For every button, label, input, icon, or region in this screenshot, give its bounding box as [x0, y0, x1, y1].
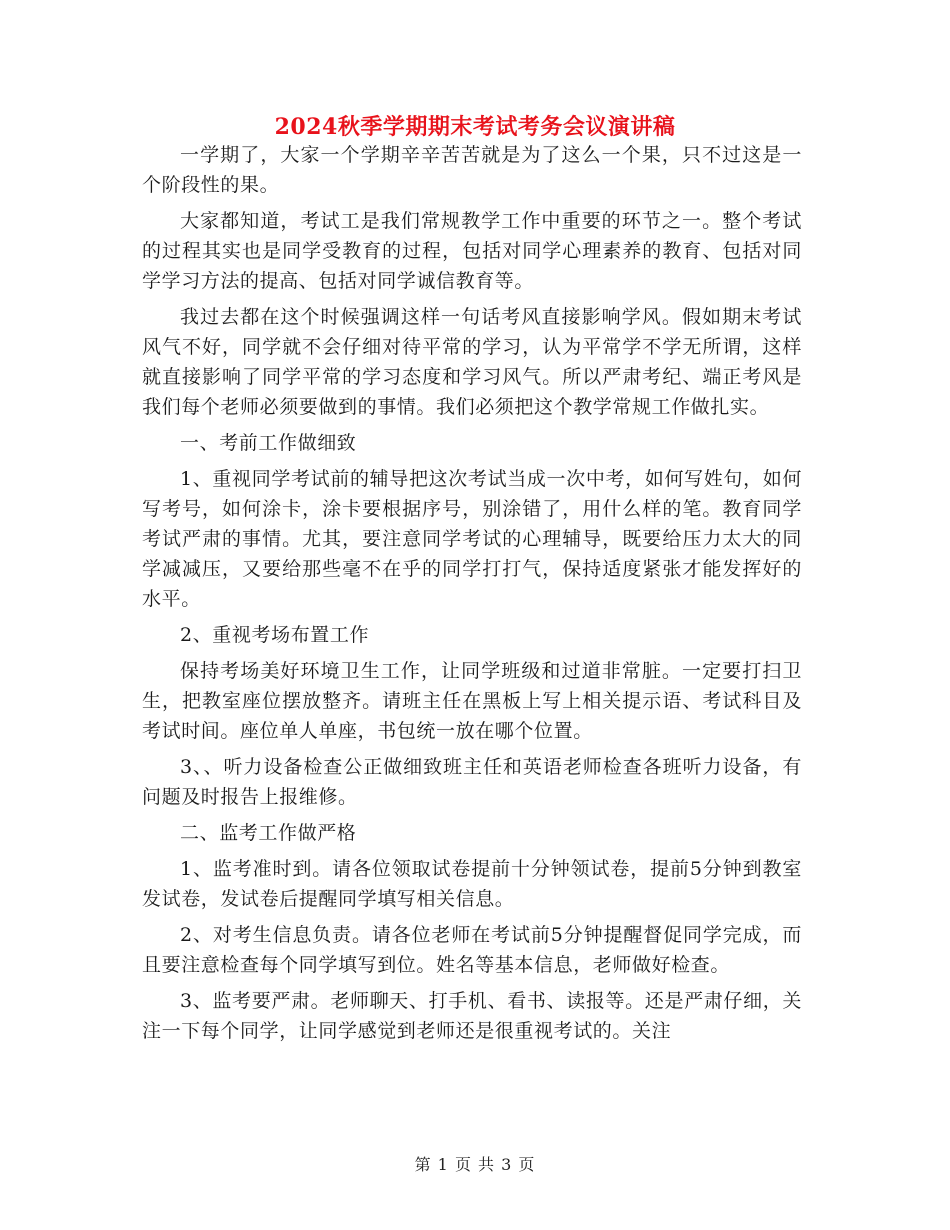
paragraph-candidate-info: 2、对考生信息负责。请各位老师在考试前5分钟提醒督促同学完成，而且要注意检查每个同学填写到位。姓名等基本信息，老师做好检查。: [142, 924, 802, 976]
paragraph-exam-room: 保持考场美好环境卫生工作，让同学班级和过道非常脏。一定要打扫卫生，把教室座位摆放整齐。请班主任在黑板上写上相关提示语、考试科目及考试时间。座位单人单座，书包统一放在哪个位置。: [142, 660, 802, 742]
paragraph-invigilation-on-time: 1、监考准时到。请各位领取试卷提前十分钟领试卷，提前5分钟到教室发试卷，发试卷后提醒同学填写相关信息。: [142, 858, 802, 910]
paragraph-invigilation-strict: 3、监考要严肃。老师聊天、打手机、看书、读报等。还是严肃仔细，关注一下每个同学，让同学感觉到老师还是很重视考试的。关注: [142, 990, 802, 1042]
subheading-exam-room: 2、重视考场布置工作: [180, 624, 370, 646]
document-body: [142, 140, 802, 1052]
paragraph-intro: 一学期了，大家一个学期辛辛苦苦就是为了这么一个果，只不过这是一个阶段性的果。: [142, 144, 802, 196]
paragraph-exam-style: 我过去都在这个时候强调这样一句话考风直接影响学风。假如期末考试风气不好，同学就不会仔细对待平常的学习，认为平常学不学无所谓，这样就直接影响了同学平常的学习态度和学习风气。所以严肃考纪、端正考风是我们每个老师必须要做到的事情。我们必须把这个教学常规工作做扎实。: [142, 306, 802, 418]
section-heading-pre-exam: 一、考前工作做细致: [180, 432, 357, 454]
page-footer: 第 1 页 共 3 页: [414, 1155, 536, 1174]
section-heading-invigilation: 二、监考工作做严格: [180, 822, 357, 844]
paragraph-exam-importance: 大家都知道，考试工是我们常规教学工作中重要的环节之一。整个考试的过程其实也是同学受教育的过程，包括对同学心理素养的教育、包括对同学学习方法的提高、包括对同学诚信教育等。: [142, 210, 802, 292]
paragraph-listening-equipment: 3、、听力设备检查公正做细致班主任和英语老师检查各班听力设备，有问题及时报告上报维修。: [142, 756, 802, 808]
document-title: 2024秋季学期期末考试考务会议演讲稿: [274, 114, 676, 140]
paragraph-pre-exam-guidance: 1、重视同学考试前的辅导把这次考试当成一次中考，如何写姓句，如何写考号，如何涂卡，涂卡要根据序号，别涂错了，用什么样的笔。教育同学考试严肃的事情。尤其，要注意同学考试的心理辅导，既要给压力太大的同学减减压，又要给那些毫不在乎的同学打打气，保持适度紧张才能发挥好的水平。: [142, 468, 802, 610]
